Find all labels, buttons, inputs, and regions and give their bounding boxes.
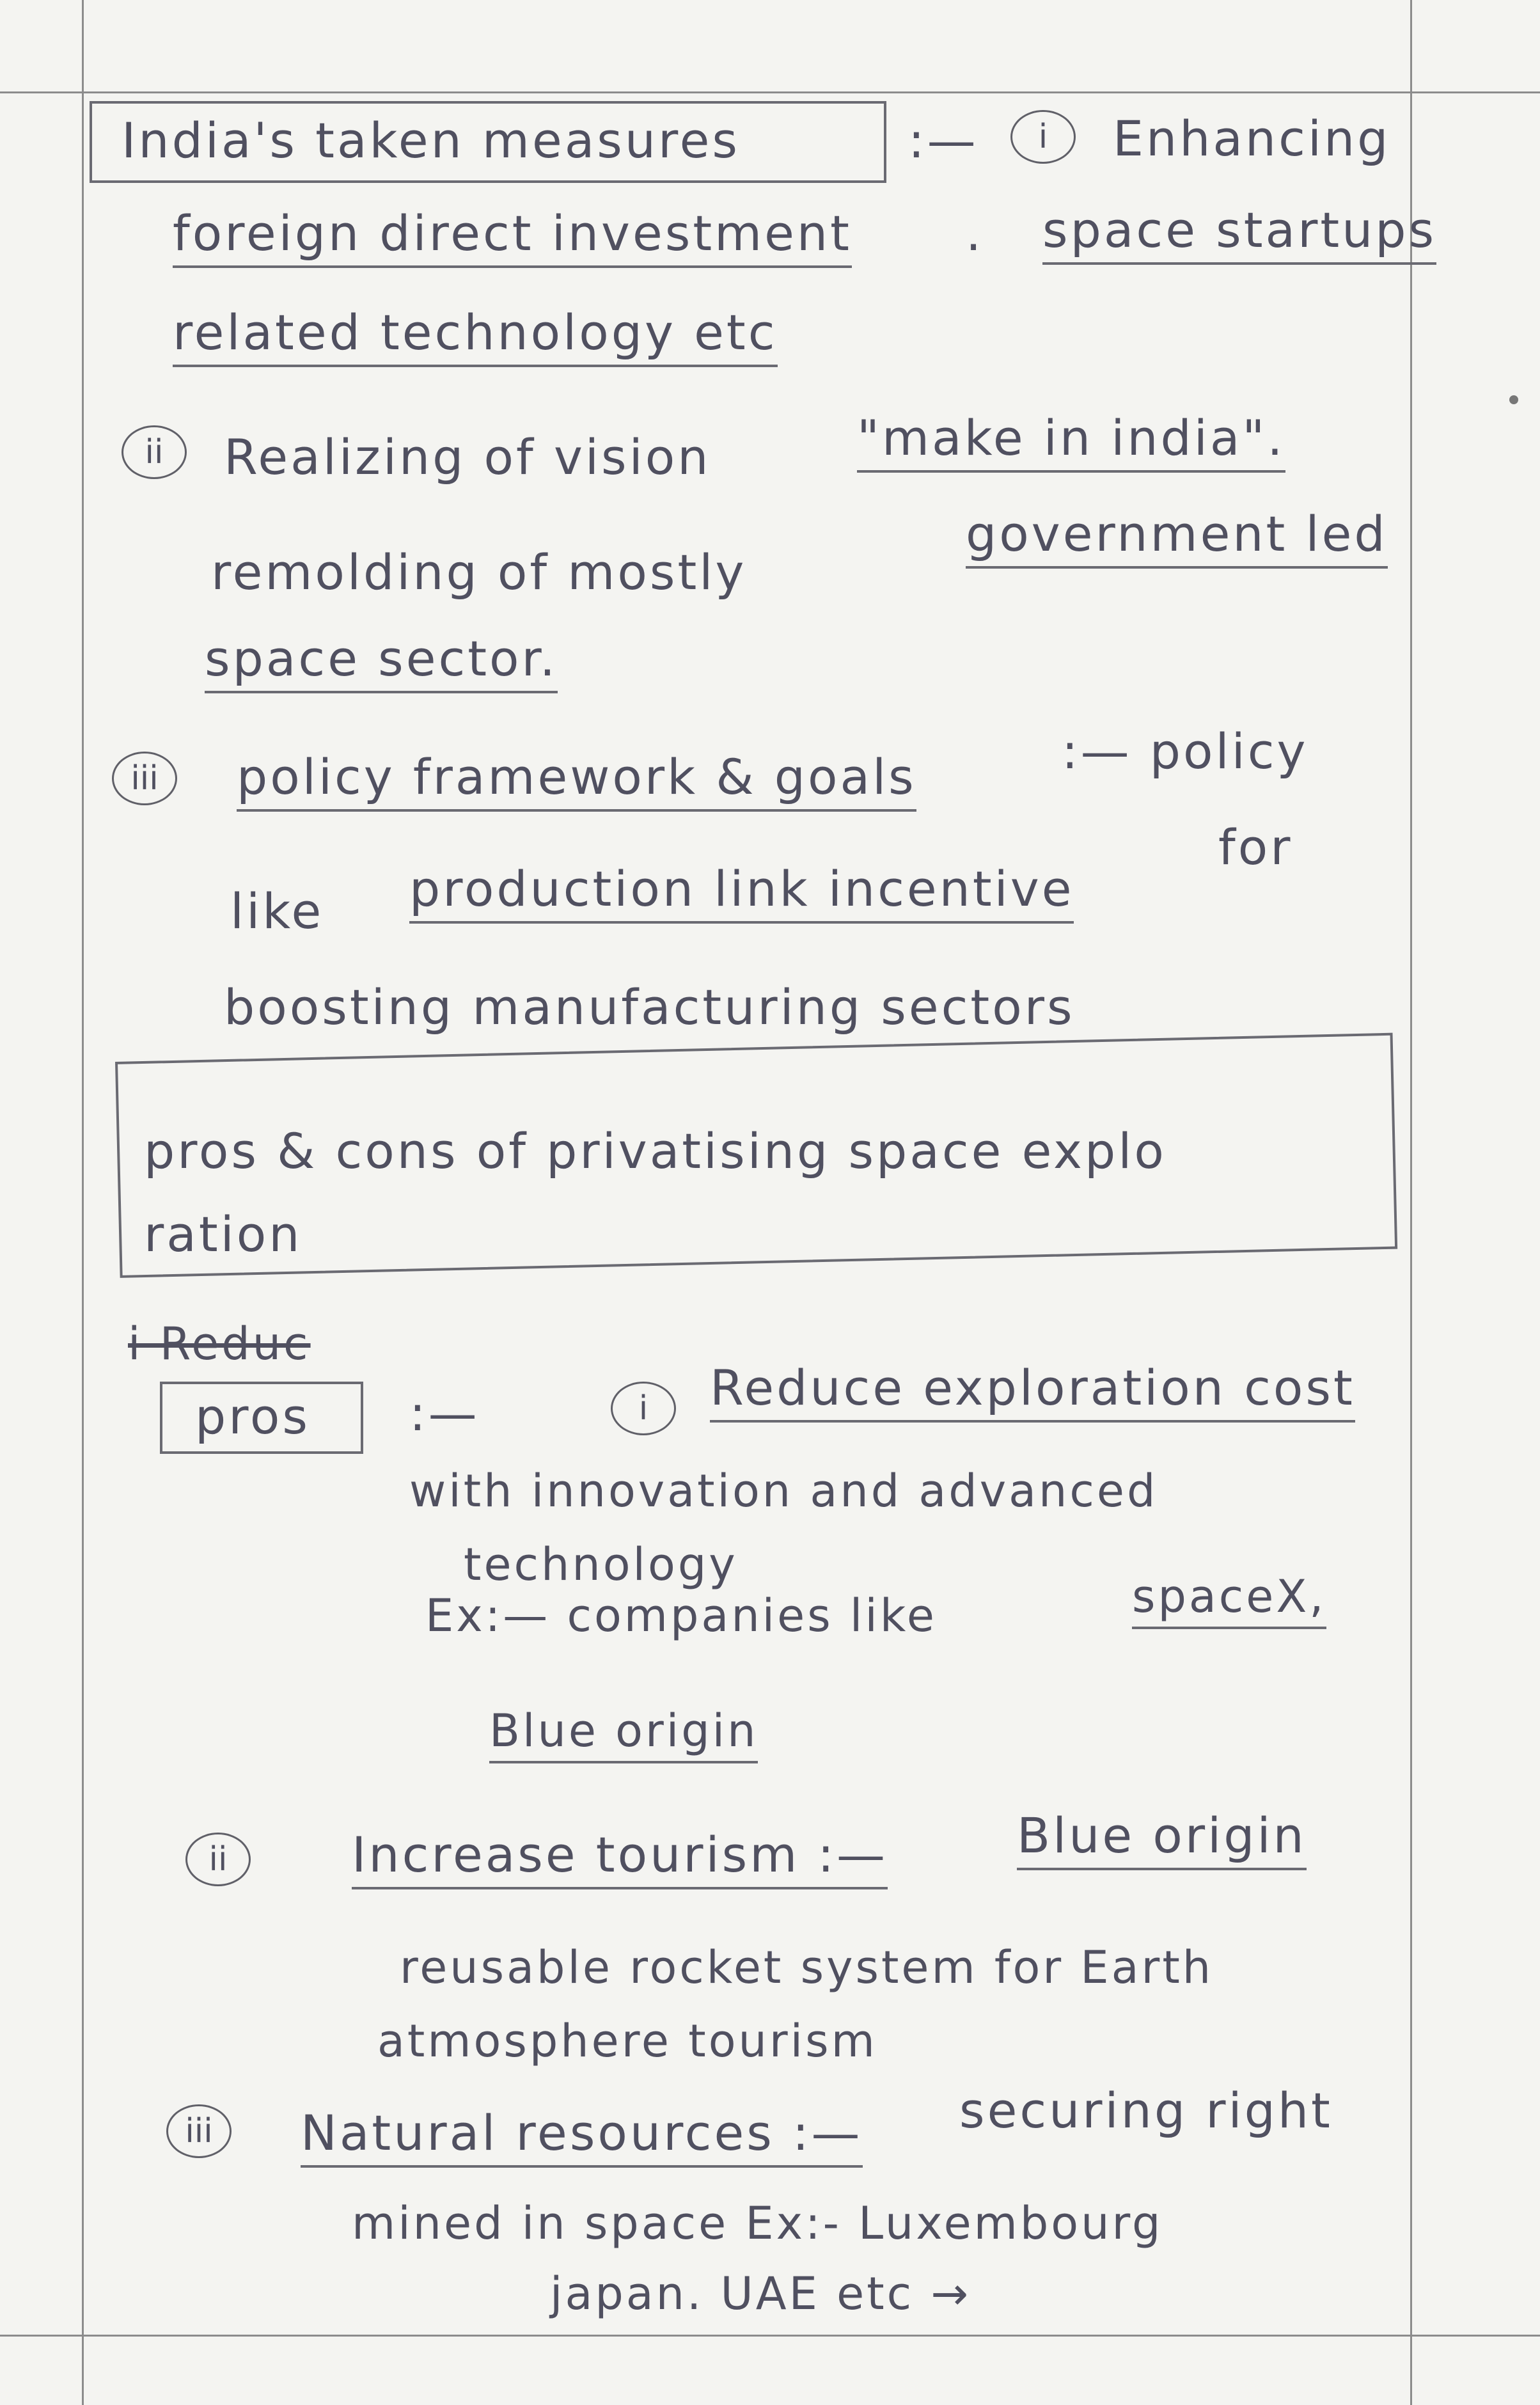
pro-3-text: mined in space Ex:- Luxembourg [352,2197,1163,2250]
separator: :— [409,1385,480,1442]
measure-2-text: "make in india". [857,409,1285,473]
pro-3-text: japan. UAE etc → [550,2267,971,2320]
measure-3-text: like [230,883,324,940]
heading-measures: India's taken measures [122,112,740,169]
measure-2-text: Realizing of vision [224,429,711,485]
measure-2-text: space sector. [205,630,558,693]
item-number: iii [112,752,177,805]
pro-1-text: Reduce exploration cost [710,1359,1355,1423]
item-number: i [1010,110,1076,164]
pro-2-text: atmosphere tourism [377,2015,877,2067]
pro-2-text: reusable rocket system for Earth [400,1941,1214,1994]
pro-1-text: with innovation and advanced [409,1465,1158,1517]
right-margin-rule [1410,0,1412,2405]
pro-3-text: securing right [959,2082,1333,2139]
top-rule [0,91,1540,93]
pro-1-text: technology [464,1538,738,1591]
measure-1-text: . [966,205,984,262]
measure-1-text: Enhancing [1113,110,1391,167]
pro-1-text: Blue origin [489,1705,758,1763]
measure-3-text: policy framework & goals [237,748,916,812]
measure-3-text: for [1218,819,1293,876]
measure-1-text: related technology etc [173,304,778,367]
pro-2-text: Blue origin [1017,1807,1307,1870]
measure-3-text: boosting manufacturing sectors [224,979,1075,1036]
heading-proscons: ration [144,1206,302,1263]
pro-3-text: Natural resources :— [301,2104,863,2168]
separator: :— [908,112,978,169]
measure-3-text: :— policy [1062,723,1308,780]
measure-2-text: government led [966,505,1388,569]
bottom-rule [0,2335,1540,2337]
measure-2-text: remolding of mostly [211,544,747,601]
pro-2-text: Increase tourism :— [352,1826,888,1889]
pro-1-text: spaceX, [1132,1570,1326,1629]
left-margin-rule [82,0,84,2405]
measure-1-text: foreign direct investment [173,205,852,268]
item-number: ii [185,1833,251,1886]
ink-dot [1509,395,1518,404]
measure-1-text: space startups [1042,201,1436,265]
pro-1-text: Ex:— companies like [425,1589,937,1642]
heading-proscons: pros & cons of privatising space explo [144,1123,1167,1179]
pros-label: pros [195,1388,310,1445]
item-number: i [611,1382,676,1435]
item-number: ii [122,425,187,479]
measure-3-text: production link incentive [409,860,1074,924]
struck-text: i Reduc [128,1318,311,1370]
item-number: iii [166,2104,232,2158]
